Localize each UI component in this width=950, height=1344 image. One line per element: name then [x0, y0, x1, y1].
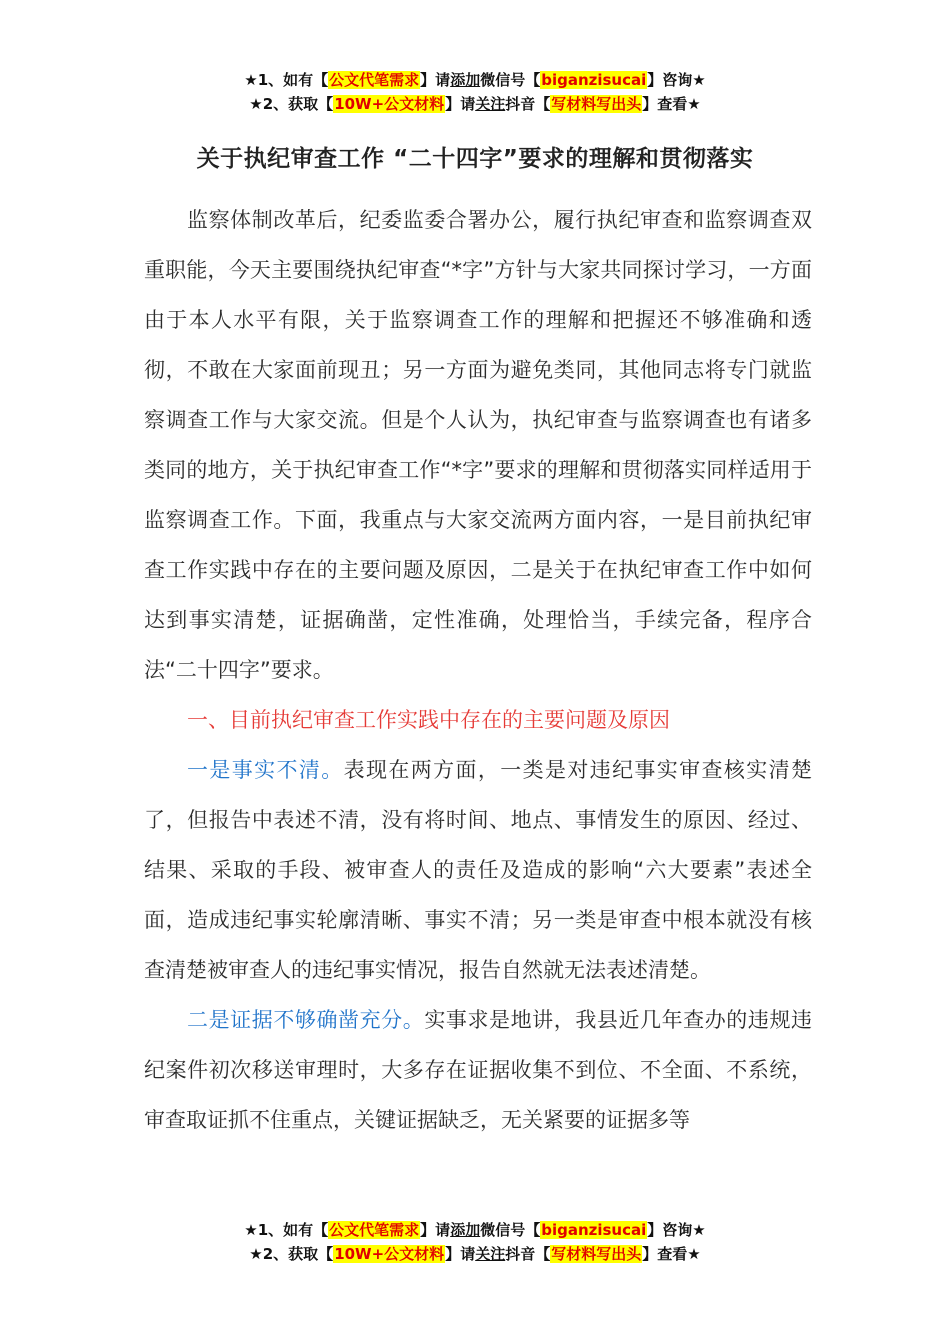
ad-text: 】查看★ — [642, 1245, 701, 1263]
point-text-2: 实事求是地讲，我县近几年查办的违规违纪案件初次移送审理时，大多存在证据收集不到位、不全面、不系统，审查取证抓不住重点，关键证据缺乏，无关紧要的证据多等 — [144, 1008, 813, 1132]
ad-underline: 添加 — [450, 1221, 481, 1239]
ad-text: 微信号【 — [480, 1221, 541, 1239]
ad-text: 】咨询★ — [647, 71, 706, 89]
ad-text: 微信号【 — [480, 71, 541, 89]
ad-text: ★1、如有【 — [244, 71, 329, 89]
ad-text: ★1、如有【 — [244, 1221, 329, 1239]
ad-highlight-douyin-id: 写材料写出头 — [551, 95, 642, 113]
ad-text: 】查看★ — [642, 95, 701, 113]
document-body — [144, 195, 812, 1145]
document-title: 关于执纪审查工作 “二十四字”要求的理解和贯彻落实 — [196, 146, 754, 172]
ad-line-2 — [0, 1242, 950, 1266]
ad-underline: 关注 — [475, 95, 506, 113]
section-heading-1: 一、目前执纪审查工作实践中存在的主要问题及原因 — [187, 708, 671, 732]
ad-underline: 添加 — [450, 71, 481, 89]
footer-ad-banner — [0, 1218, 950, 1266]
ad-line-2 — [0, 92, 950, 116]
ad-highlight: 公文代笔需求 — [329, 1221, 420, 1239]
ad-text: 】咨询★ — [647, 1221, 706, 1239]
ad-text: 】请 — [445, 95, 476, 113]
ad-highlight-wechat-id: biganzisucai — [541, 71, 647, 89]
ad-highlight: 10W+公文材料 — [334, 1245, 445, 1263]
header-ad-banner — [0, 68, 950, 116]
ad-highlight-wechat-id: biganzisucai — [541, 1221, 647, 1239]
ad-text: ★2、获取【 — [249, 1245, 334, 1263]
ad-text: 】请 — [420, 1221, 451, 1239]
paragraph-intro: 监察体制改革后，纪委监委合署办公，履行执纪审查和监察调查双重职能，今天主要围绕执纪审查“*字”方针与大家共同探讨学习，一方面由于本人水平有限，关于监察调查工作的理解和把握还不够准确和透彻，不敢在大家面前现丑；另一方面为避免类同，其他同志将专门就监察调查工作与大家交流。但是个人认为，执纪审查与监察调查也有诸多类同的地方，关于执纪审查工作“*字”要求的理解和贯彻落实同样适用于监察调查工作。下面，我重点与大家交流两方面内容，一是目前执纪审查工作实践中存在的主要问题及原因，二是关于在执纪审查工作中如何达到事实清楚，证据确凿，定性准确，处理恰当，手续完备，程序合法“二十四字”要求。 — [144, 208, 812, 682]
ad-line-1 — [0, 1218, 950, 1242]
ad-highlight: 公文代笔需求 — [329, 71, 420, 89]
ad-underline: 关注 — [475, 1245, 506, 1263]
paragraph-facts-unclear — [144, 745, 812, 995]
point-text-1: 表现在两方面，一类是对违纪事实审查核实清楚了，但报告中表述不清，没有将时间、地点、事情发生的原因、经过、结果、采取的手段、被审查人的责任及造成的影响“六大要素”表述全面，造成违纪事实轮廓清晰、事实不清；另一类是审查中根本就没有核查清楚被审查人的违纪事实情况，报告自然就无法表述清楚。 — [144, 758, 813, 982]
paragraph-evidence — [144, 995, 812, 1145]
ad-text: ★2、获取【 — [249, 95, 334, 113]
point-heading-2: 二是证据不够确凿充分。 — [187, 1008, 425, 1032]
ad-text: 抖音【 — [505, 1245, 551, 1263]
ad-line-1 — [0, 68, 950, 92]
ad-text: 】请 — [420, 71, 451, 89]
point-heading-1: 一是事实不清。 — [187, 758, 344, 782]
ad-highlight-douyin-id: 写材料写出头 — [551, 1245, 642, 1263]
ad-text: 抖音【 — [505, 95, 551, 113]
ad-text: 】请 — [445, 1245, 476, 1263]
ad-highlight: 10W+公文材料 — [334, 95, 445, 113]
